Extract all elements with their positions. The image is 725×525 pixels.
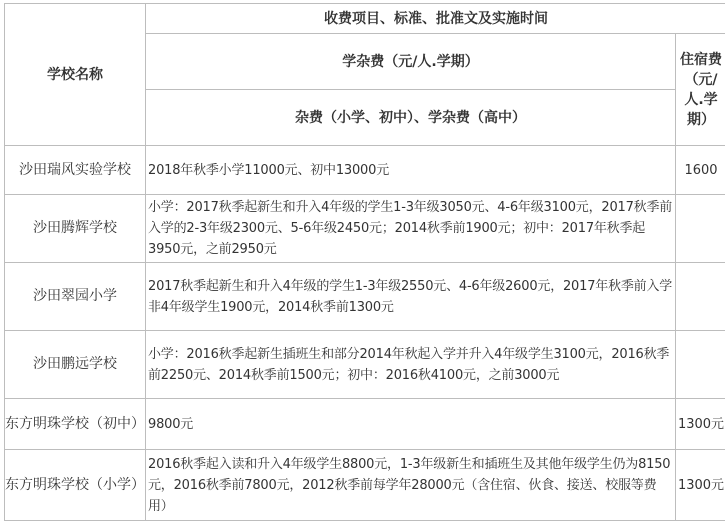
header-dorm-fee: 住宿费（元/人.学期） — [676, 34, 725, 146]
fee-cell: 小学：2017秋季起新生和升入4年级的学生1-3年级3050元、4-6年级3100元，2017秋季前入学的2-3年级2300元、5-6年级2450元；2014秋季前1900元；初中：2017年秋季起3950元，之前2950元 — [146, 195, 676, 263]
fee-cell: 2016秋季起入读和升入4年级学生8800元，1-3年级新生和插班生及其他年级学生仍为8150元，2016秋季前7800元，2012秋季前每学年28000元（含住宿、伙食、接送、校服等费用） — [146, 450, 676, 521]
fee-cell: 2017秋季起新生和升入4年级的学生1-3年级2550元、4-6年级2600元，2017年秋季前入学非4年级学生1900元，2014秋季前1300元 — [146, 263, 676, 331]
fee-cell: 2018年秋季小学11000元、初中13000元 — [146, 146, 676, 195]
school-name-cell: 沙田瑞风实验学校 — [5, 146, 146, 195]
fee-cell: 小学：2016秋季起新生插班生和部分2014年秋起入学并升入4年级学生3100元，2016秋季前2250元、2014秋季前1500元；初中：2016秋4100元，之前3000元 — [146, 331, 676, 399]
dorm-fee-cell — [676, 263, 725, 331]
fee-cell: 9800元 — [146, 399, 676, 450]
table-row — [5, 450, 725, 521]
school-name-cell: 东方明珠学校（初中） — [5, 399, 146, 450]
table-row — [5, 399, 725, 450]
dorm-fee-cell: 1300元 — [676, 450, 725, 521]
header-misc-fee-detail: 杂费（小学、初中）、学杂费（高中） — [146, 90, 676, 146]
school-name-cell: 沙田鹏远学校 — [5, 331, 146, 399]
school-name-cell: 东方明珠学校（小学） — [5, 450, 146, 521]
school-name-cell: 沙田腾辉学校 — [5, 195, 146, 263]
dorm-fee-cell: 1600 — [676, 146, 725, 195]
table-row — [5, 195, 725, 263]
dorm-fee-cell — [676, 195, 725, 263]
table-row — [5, 146, 725, 195]
table-row — [5, 331, 725, 399]
header-misc-fee: 学杂费（元/人.学期） — [146, 34, 676, 90]
school-name-cell: 沙田翠园小学 — [5, 263, 146, 331]
header-charging-items: 收费项目、标准、批准文及实施时间 — [146, 4, 725, 34]
table-row — [5, 263, 725, 331]
dorm-fee-cell: 1300元 — [676, 399, 725, 450]
fee-table — [4, 3, 725, 521]
header-school-name: 学校名称 — [5, 4, 146, 146]
dorm-fee-cell — [676, 331, 725, 399]
